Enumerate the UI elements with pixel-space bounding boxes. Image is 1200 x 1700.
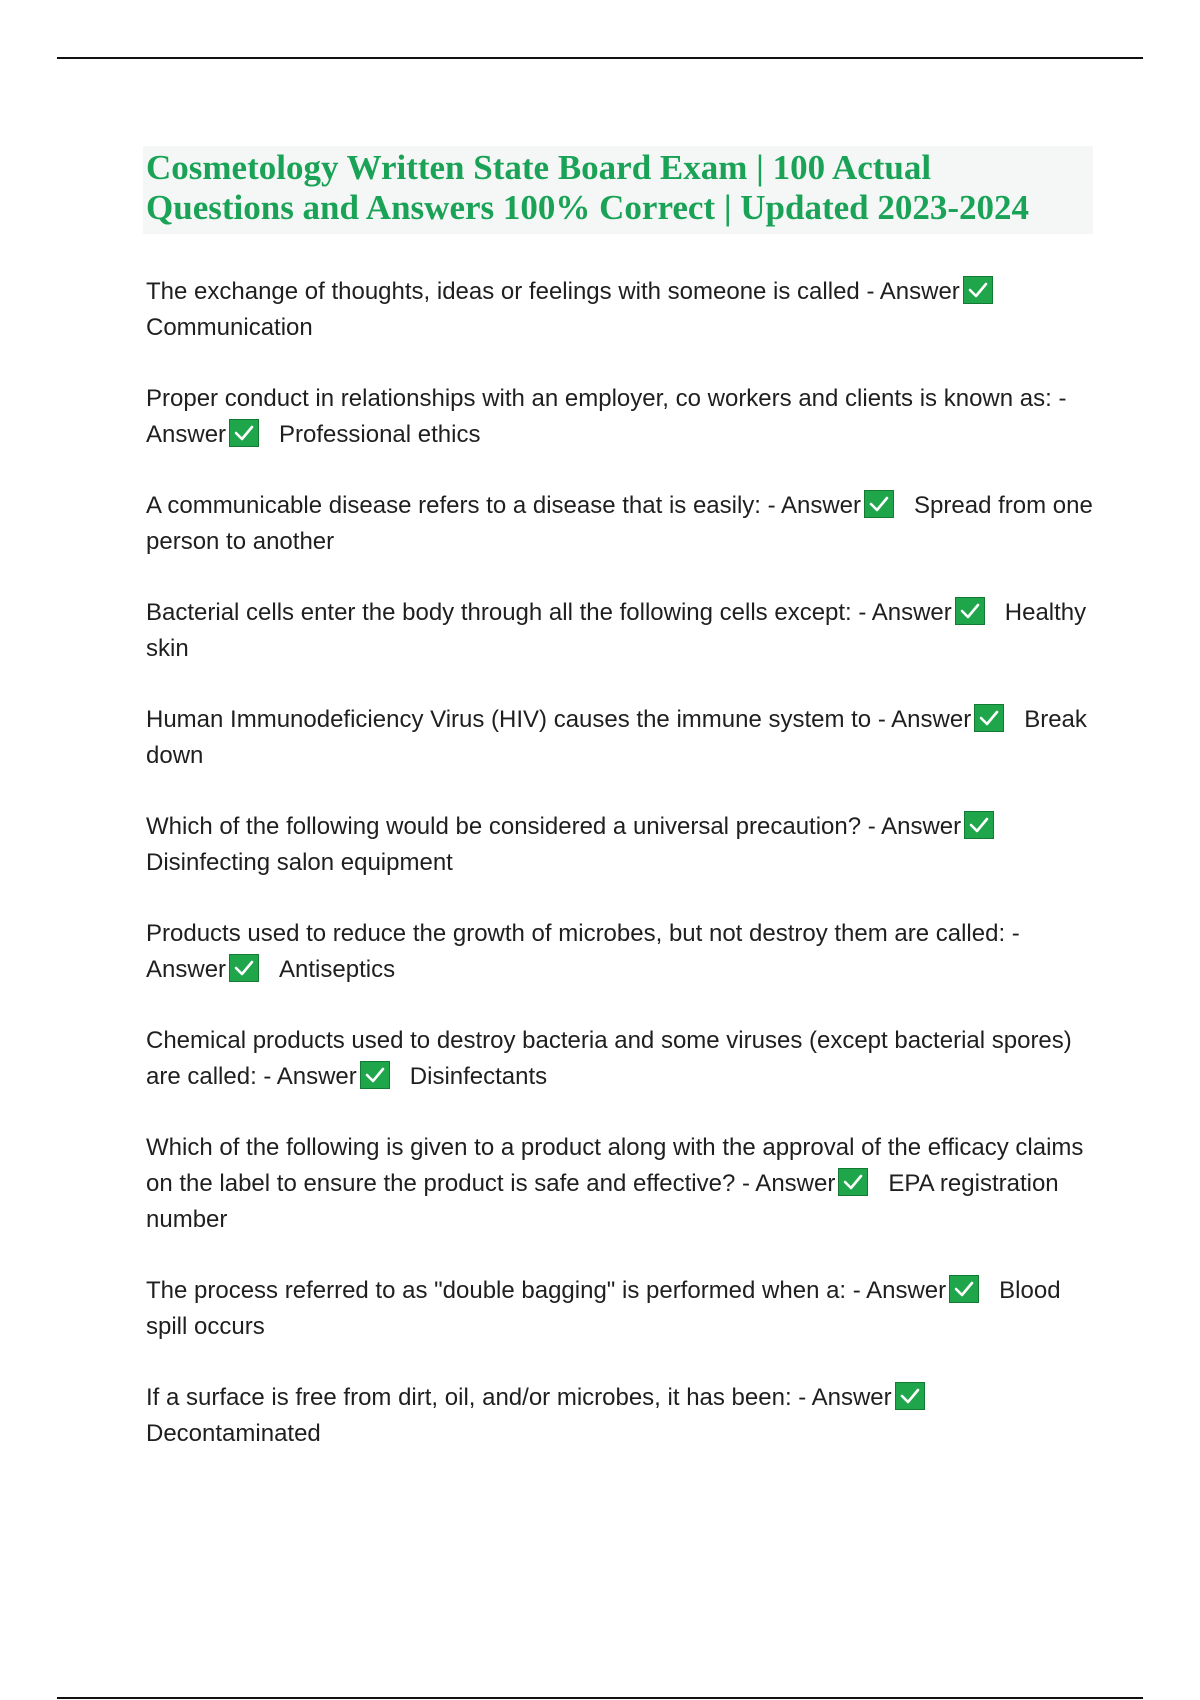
answer-text: Decontaminated	[146, 1420, 321, 1447]
check-box-icon	[360, 1061, 390, 1089]
answer-text: Communication	[146, 314, 313, 341]
answer-text: Disinfecting salon equipment	[146, 849, 453, 876]
check-box-icon	[864, 490, 894, 518]
answer-prefix: - Answer	[867, 813, 962, 840]
answer-text: Healthy skin	[146, 599, 1087, 662]
bottom-rule	[57, 1697, 1143, 1699]
question-text: If a surface is free from dirt, oil, and/or microbes, it has been:	[146, 1384, 792, 1411]
question-text: Human Immunodeficiency Virus (HIV) causes the immune system to	[146, 706, 872, 733]
question-text: Which of the following is given to a product along with the approval of the efficacy claims on the label to ensure the product is safe and effective?	[146, 1134, 1084, 1197]
check-box-icon	[838, 1168, 868, 1196]
answer-text: Blood spill occurs	[146, 1277, 1061, 1340]
question-text: The process referred to as "double bagging" is performed when a:	[146, 1277, 847, 1304]
answer-text: Antiseptics	[279, 956, 396, 983]
qa-item	[146, 809, 1096, 881]
title-line-1: Cosmetology Written State Board Exam | 100 Actual	[146, 148, 932, 187]
answer-prefix: - Answer	[877, 706, 972, 733]
qa-item	[146, 1273, 1096, 1345]
question-text: Which of the following would be considered a universal precaution?	[146, 813, 862, 840]
check-box-icon	[974, 704, 1004, 732]
question-text: Proper conduct in relationships with an employer, co workers and clients is known as:	[146, 385, 1052, 412]
qa-item	[146, 381, 1096, 453]
answer-prefix: - Answer	[858, 599, 952, 626]
check-box-icon	[229, 954, 259, 982]
answer-prefix: - Answer	[866, 278, 960, 305]
qa-item	[146, 916, 1096, 988]
answer-text: Spread from one person to another	[146, 492, 1093, 555]
check-box-icon	[955, 597, 985, 625]
qa-list	[146, 274, 1096, 1487]
qa-item	[146, 1023, 1096, 1095]
question-text: The exchange of thoughts, ideas or feelings with someone is called	[146, 278, 860, 305]
answer-prefix: - Answer	[146, 385, 1067, 448]
check-box-icon	[895, 1382, 925, 1410]
qa-item	[146, 595, 1096, 667]
qa-item	[146, 1380, 1096, 1452]
answer-prefix: - Answer	[798, 1384, 892, 1411]
qa-item	[146, 488, 1096, 560]
check-box-icon	[949, 1275, 979, 1303]
answer-text: Disinfectants	[409, 1063, 548, 1090]
qa-item	[146, 702, 1096, 774]
answer-text: EPA registration number	[146, 1170, 1059, 1233]
check-box-icon	[963, 276, 993, 304]
answer-text: Professional ethics	[279, 421, 481, 448]
question-text: Bacterial cells enter the body through all the following cells except:	[146, 599, 852, 626]
title-block	[143, 146, 1093, 234]
answer-prefix: - Answer	[852, 1277, 947, 1304]
qa-item	[146, 1130, 1096, 1238]
answer-prefix: - Answer	[263, 1063, 357, 1090]
check-box-icon	[964, 811, 994, 839]
answer-prefix: - Answer	[767, 492, 862, 519]
answer-prefix: - Answer	[741, 1170, 836, 1197]
question-text: Chemical products used to destroy bacteria and some viruses (except bacterial spores) are called:	[146, 1027, 1072, 1090]
question-text: A communicable disease refers to a disease that is easily:	[146, 492, 761, 519]
answer-prefix: - Answer	[146, 920, 1020, 983]
question-text: Products used to reduce the growth of microbes, but not destroy them are called:	[146, 920, 1006, 947]
answer-text: Break down	[146, 706, 1087, 769]
qa-item	[146, 274, 1096, 346]
title-line-2: Questions and Answers 100% Correct | Updated 2023-2024	[146, 188, 1030, 227]
document-title	[146, 148, 1090, 228]
top-rule	[57, 57, 1143, 59]
check-box-icon	[229, 419, 259, 447]
